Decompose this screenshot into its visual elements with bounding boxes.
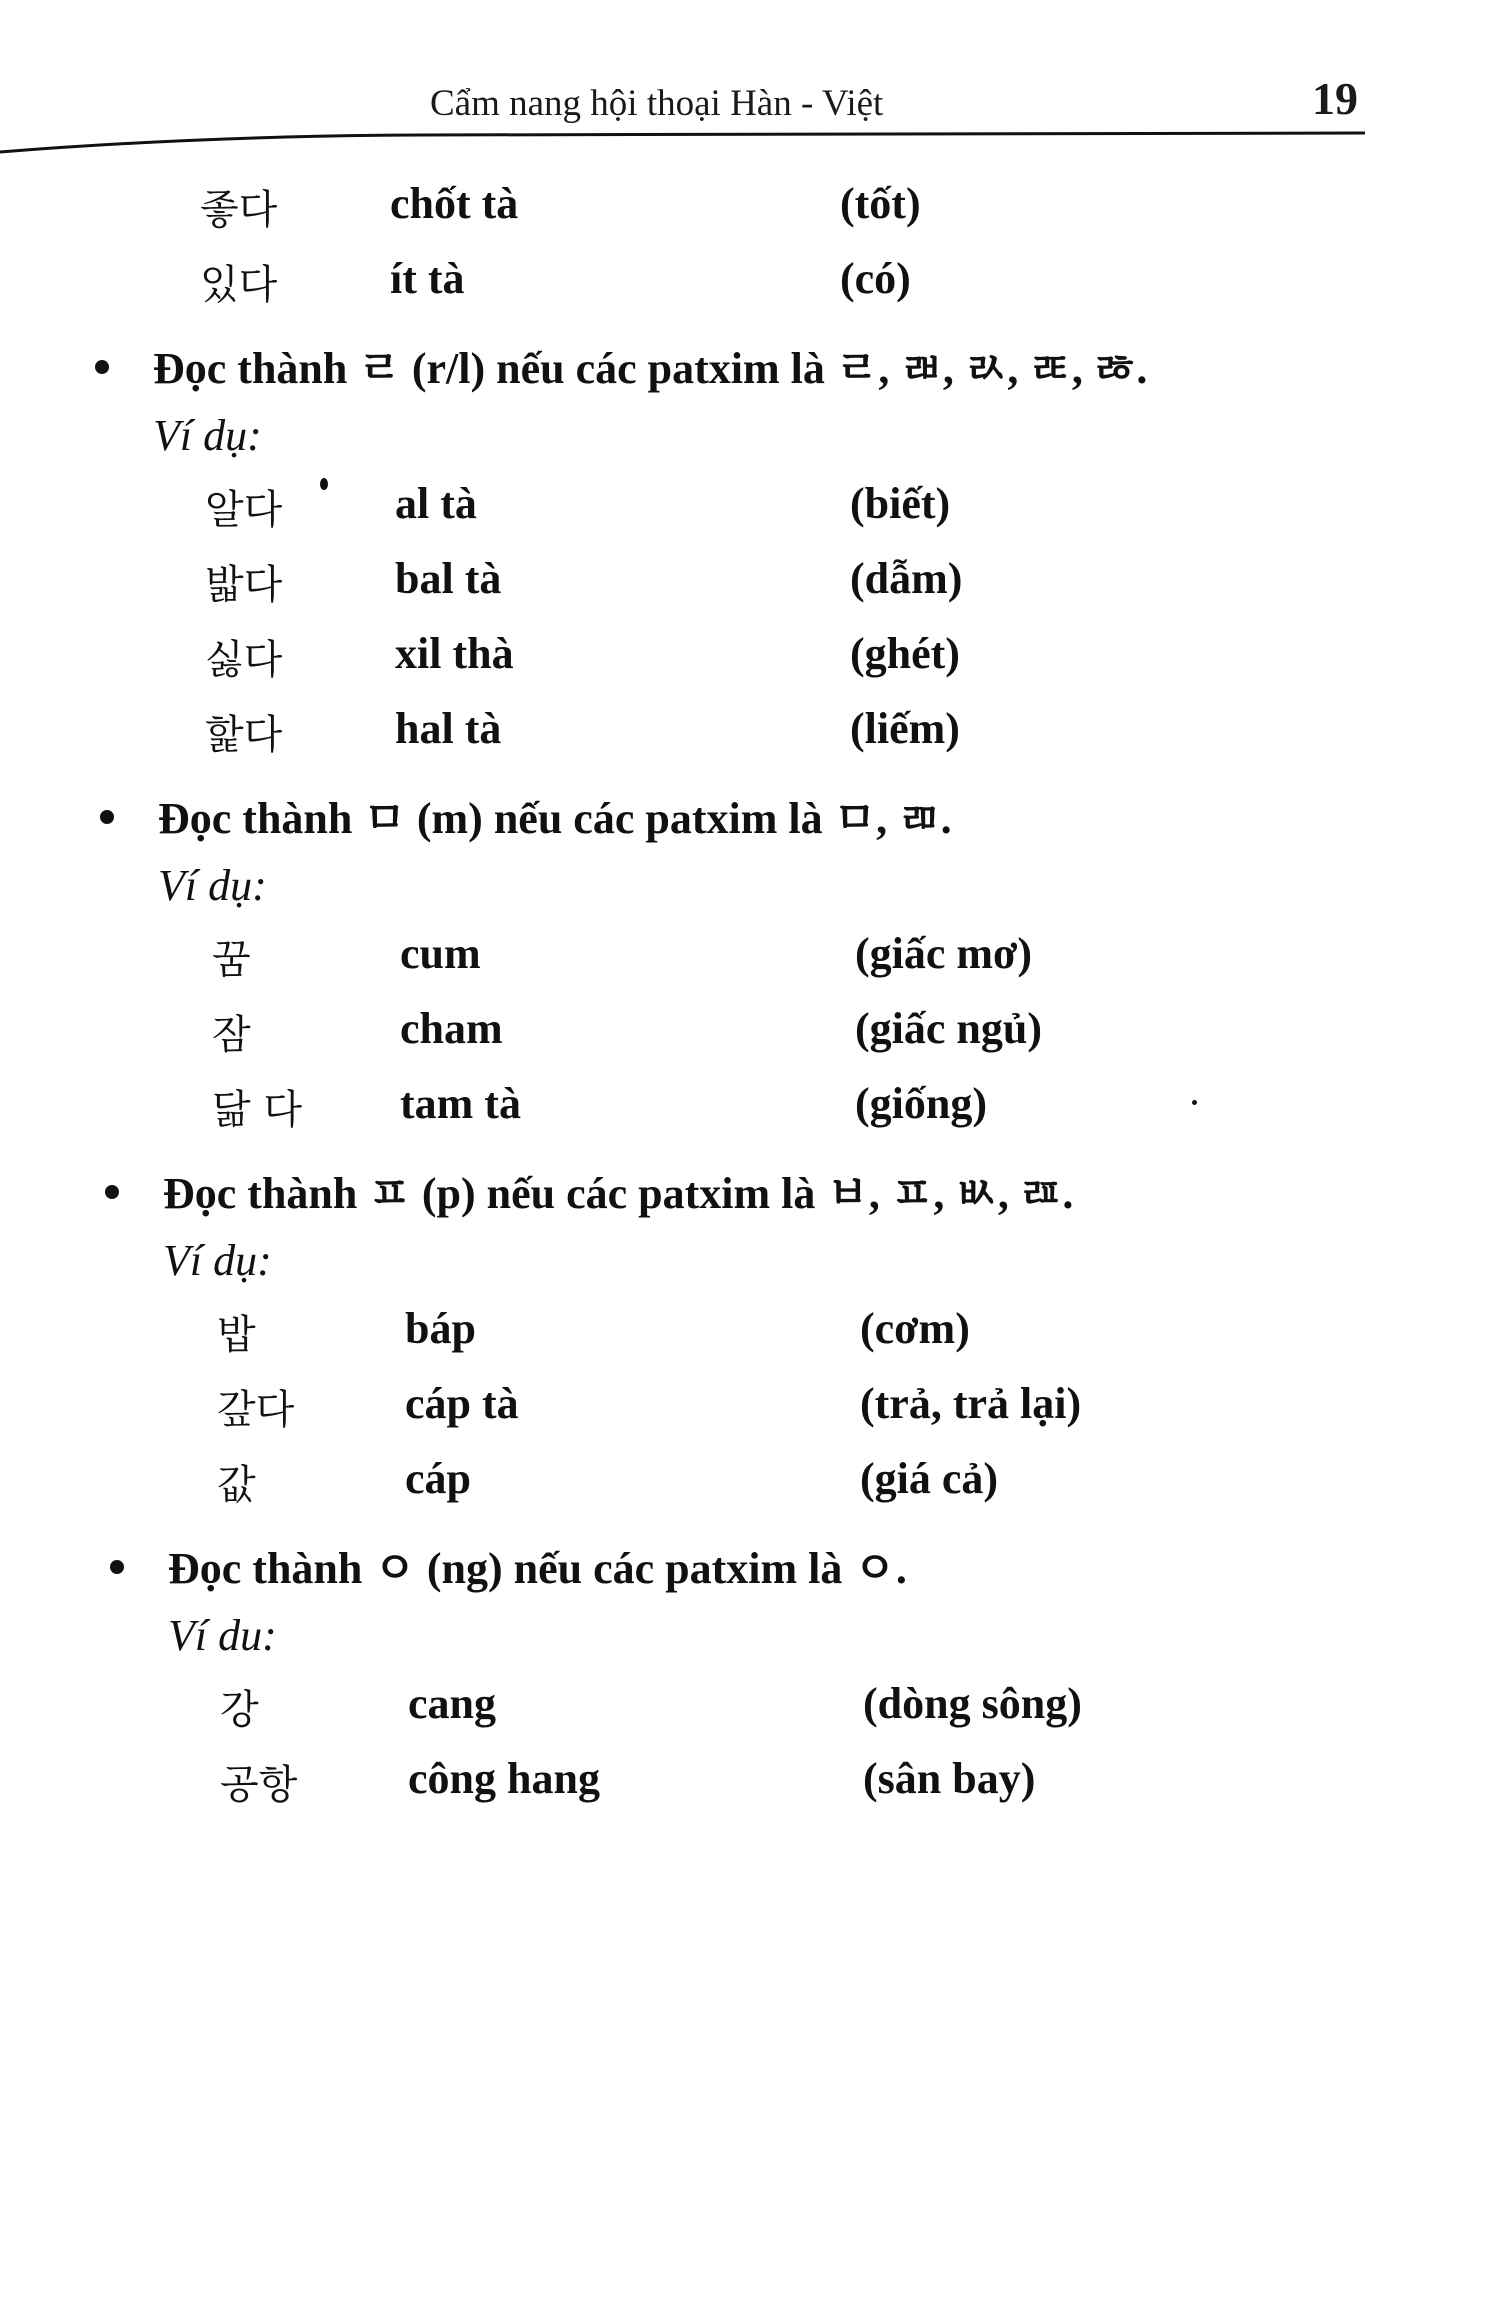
meaning: (giấc mơ)	[855, 929, 1033, 978]
korean-word: 꿈	[212, 937, 251, 983]
korean-word: 있다	[200, 262, 278, 308]
bullet-icon	[95, 360, 109, 374]
korean-word: 공항	[220, 1762, 298, 1808]
meaning: (liếm)	[850, 704, 960, 753]
meaning: (giống)	[855, 1079, 987, 1128]
meaning: (sân bay)	[863, 1754, 1036, 1803]
example-row	[220, 1678, 1320, 1738]
meaning: (cơm)	[860, 1304, 970, 1353]
rule-line: Đọc thành ㅁ (m) nếu các patxim là ㅁ, ㄻ.	[158, 794, 952, 843]
example-row	[212, 1078, 1312, 1138]
pronunciation: cáp tà	[405, 1379, 519, 1428]
korean-word: 잠	[212, 1012, 251, 1058]
pronunciation: tam tà	[400, 1079, 521, 1128]
example-row	[205, 478, 1305, 538]
pronunciation: xil thà	[395, 629, 514, 678]
page-number: 19	[1312, 73, 1358, 124]
korean-word: 핥다	[205, 712, 283, 758]
meaning: (ghét)	[850, 629, 960, 678]
example-label: Ví dụ:	[158, 861, 267, 910]
example-label: Ví du:	[168, 1611, 277, 1660]
pronunciation: cang	[408, 1679, 496, 1728]
meaning: (có)	[840, 254, 911, 303]
korean-word: 강	[220, 1687, 259, 1733]
example-row	[205, 703, 1305, 763]
bullet-icon	[110, 1560, 124, 1574]
pronunciation: hal tà	[395, 704, 502, 753]
pronunciation: báp	[405, 1304, 476, 1353]
pronunciation: công hang	[408, 1754, 600, 1803]
korean-word: 좋다	[200, 187, 278, 233]
rule-line: Đọc thành ㅍ (p) nếu các patxim là ㅂ, ㅍ, ㅄ, ㄿ.	[163, 1169, 1074, 1218]
pronunciation: cham	[400, 1004, 503, 1053]
korean-word: 싫다	[205, 637, 283, 683]
pronunciation: al tà	[395, 479, 477, 528]
example-label: Ví dụ:	[163, 1236, 272, 1285]
meaning: (biết)	[850, 479, 951, 528]
korean-word: 알다	[205, 487, 283, 533]
pronunciation: bal tà	[395, 554, 502, 603]
korean-word: 값	[217, 1462, 256, 1508]
ink-speck	[320, 478, 328, 490]
example-row	[220, 1753, 1320, 1813]
pronunciation: ít tà	[390, 254, 465, 303]
example-row	[212, 928, 1312, 988]
korean-word: 밥	[217, 1312, 256, 1358]
korean-word: 닮 다	[212, 1087, 302, 1133]
running-header: Cẩm nang hội thoại Hàn - Việt	[430, 83, 884, 124]
pronunciation: cáp	[405, 1454, 471, 1503]
example-row	[200, 178, 1300, 238]
pronunciation: chốt tà	[390, 179, 519, 228]
meaning: (giấc ngủ)	[855, 1004, 1042, 1053]
example-row	[217, 1453, 1317, 1513]
example-row	[212, 1003, 1312, 1063]
korean-word: 갚다	[217, 1387, 295, 1433]
example-row	[217, 1303, 1317, 1363]
header-rule	[0, 128, 1502, 158]
meaning: (tốt)	[840, 179, 921, 228]
pronunciation: cum	[400, 929, 481, 978]
meaning: (trả, trả lại)	[860, 1379, 1082, 1428]
korean-word: 밟다	[205, 562, 283, 608]
rule-line: Đọc thành ㄹ (r/l) nếu các patxim là ㄹ, ㄼ, ㄽ, ㄾ, ㅀ.	[153, 344, 1148, 393]
example-row	[205, 553, 1305, 613]
example-label: Ví dụ:	[153, 411, 262, 460]
meaning: (giá cả)	[860, 1454, 999, 1503]
ink-speck	[1192, 1100, 1197, 1105]
example-row	[217, 1378, 1317, 1438]
meaning: (dòng sông)	[863, 1679, 1082, 1728]
rule-line: Đọc thành ㅇ (ng) nếu các patxim là ㅇ.	[168, 1544, 907, 1593]
bullet-icon	[100, 810, 114, 824]
example-row	[205, 628, 1305, 688]
bullet-icon	[105, 1185, 119, 1199]
meaning: (dẫm)	[850, 554, 963, 603]
example-row	[200, 253, 1300, 313]
